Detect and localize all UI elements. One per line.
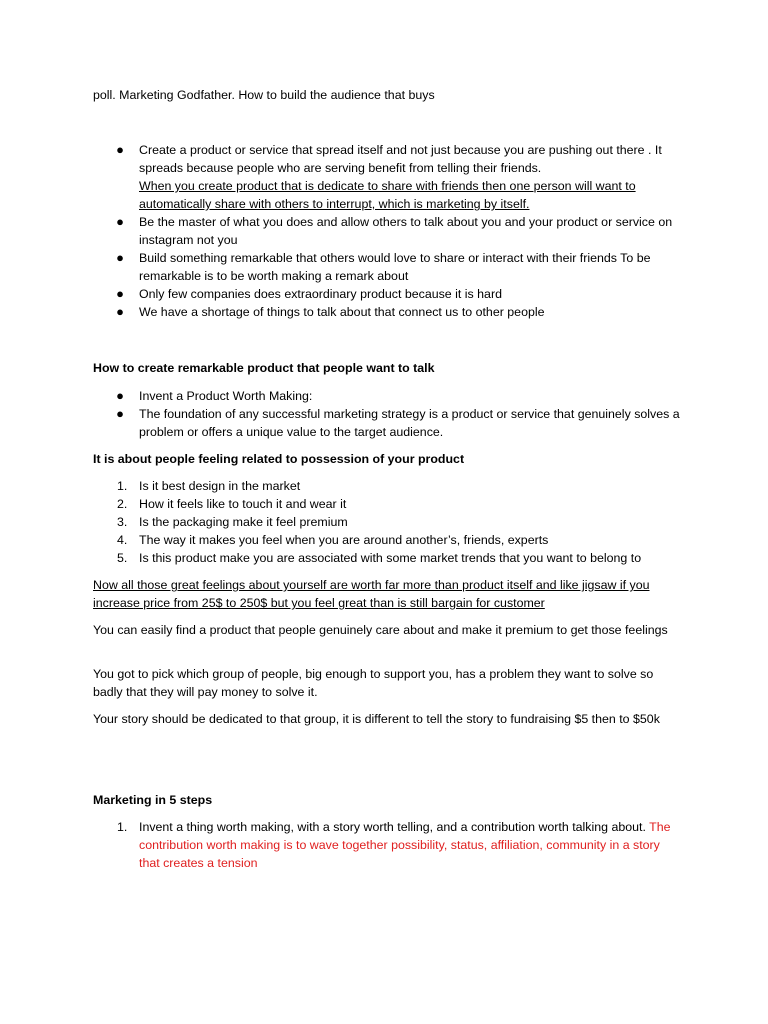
list-number: 2. <box>117 497 128 511</box>
heading-marketing-steps: Marketing in 5 steps <box>93 793 213 807</box>
list-number: 1. <box>117 479 128 493</box>
bullet-icon: ● <box>116 406 124 421</box>
list-number: 4. <box>117 533 128 547</box>
list-item-text: Create a product or service that spread itself and not just because you are pushing out there . It spreads because people who are serving benefit from telling their friends. <box>139 143 662 175</box>
list-item <box>93 531 683 549</box>
bullet-icon: ● <box>116 304 124 319</box>
list-item-text: Invent a Product Worth Making: <box>139 389 313 403</box>
list-item <box>93 513 683 531</box>
heading-possession: It is about people feeling related to possession of your product <box>93 452 465 466</box>
list-item <box>93 477 683 495</box>
list-item <box>93 213 683 249</box>
list-item <box>93 303 683 321</box>
list-item <box>93 141 683 213</box>
bullet-icon: ● <box>116 388 124 403</box>
intro-bullet-list <box>93 141 683 321</box>
underlined-note: When you create product that is dedicate to share with friends then one person will want to automatically share with others to interrupt, which is marketing by itself. <box>139 179 636 211</box>
list-item-text: Be the master of what you does and allow others to talk about you and your product or service on instagram not you <box>139 215 673 247</box>
possession-numbered-list <box>93 477 683 567</box>
paragraph-story: Your story should be dedicated to that group, it is different to tell the story to fundraising $5 then to $50k <box>93 712 660 726</box>
highlighted-text: The contribution worth making is to wave together possibility, status, affiliation, community in a story that creates a tension <box>139 820 671 870</box>
bullet-icon: ● <box>116 142 124 157</box>
list-item-text: Only few companies does extraordinary product because it is hard <box>139 287 502 301</box>
list-number: 1. <box>117 820 128 834</box>
list-item <box>93 549 683 567</box>
list-item <box>93 405 683 441</box>
list-item-text: How it feels like to touch it and wear it <box>139 497 347 511</box>
list-item-text: The way it makes you feel when you are around another’s, friends, experts <box>139 533 549 547</box>
list-item-text: We have a shortage of things to talk about that connect us to other people <box>139 305 545 319</box>
bullet-icon: ● <box>116 250 124 265</box>
product-bullet-list <box>93 387 683 441</box>
list-number: 5. <box>117 551 128 565</box>
steps-numbered-list <box>93 818 683 872</box>
underlined-paragraph: Now all those great feelings about yourself are worth far more than product itself and like jigsaw if you increase price from 25$ to 250$ but you feel great than is still bargain for customer <box>93 578 650 610</box>
list-item-text: Invent a thing worth making, with a story worth telling, and a contribution worth talking about. <box>139 820 646 834</box>
paragraph-premium: You can easily find a product that people genuinely care about and make it premium to get those feelings <box>93 623 668 637</box>
list-number: 3. <box>117 515 128 529</box>
list-item <box>93 249 683 285</box>
document-page <box>93 86 683 872</box>
list-item-text: The foundation of any successful marketing strategy is a product or service that genuinely solves a problem or offers a unique value to the target audience. <box>139 407 680 439</box>
heading-remarkable-product: How to create remarkable product that people want to talk <box>93 361 435 375</box>
list-item <box>93 818 683 872</box>
document-title: poll. Marketing Godfather. How to build the audience that buys <box>93 88 435 102</box>
bullet-icon: ● <box>116 214 124 229</box>
list-item <box>93 285 683 303</box>
list-item-text: Build something remarkable that others would love to share or interact with their friends To be remarkable is to be worth making a remark about <box>139 251 651 283</box>
paragraph-group: You got to pick which group of people, big enough to support you, has a problem they want to solve so badly that they will pay money to solve it. <box>93 667 654 699</box>
list-item-text: Is this product make you are associated with some market trends that you want to belong to <box>139 551 642 565</box>
bullet-icon: ● <box>116 286 124 301</box>
list-item <box>93 387 683 405</box>
list-item <box>93 495 683 513</box>
list-item-text: Is the packaging make it feel premium <box>139 515 348 529</box>
list-item-text: Is it best design in the market <box>139 479 301 493</box>
